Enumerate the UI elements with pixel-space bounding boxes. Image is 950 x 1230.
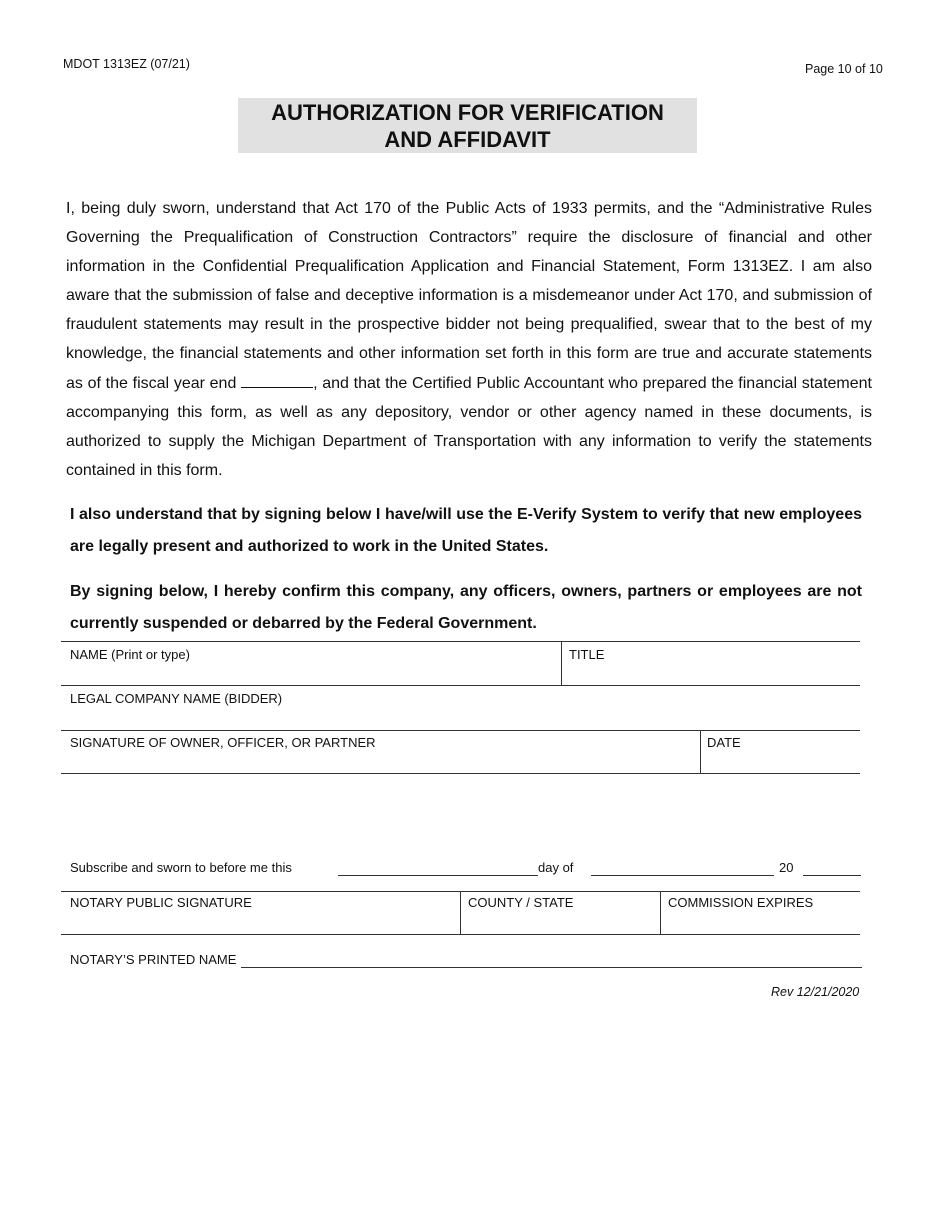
company-name-field[interactable] bbox=[61, 686, 860, 730]
title-line-1: AUTHORIZATION FOR VERIFICATION bbox=[271, 100, 664, 125]
affidavit-text-part2: , and that the Certified Public Accountant who prepared the financial statement accompanying this form, as well as any depository, vendor or other agency named in these documents, is authorized to supply the Michigan Department of Transportation with any information to verify the statements contained in this form. bbox=[66, 374, 872, 479]
sworn-day-blank[interactable] bbox=[338, 875, 538, 876]
everify-statement: I also understand that by signing below I have/will use the E-Verify System to verify that new employees are legally present and authorized to work in the United States. bbox=[70, 506, 862, 555]
title-line-2: AND AFFIDAVIT bbox=[384, 127, 551, 152]
year-prefix-label: 20 bbox=[779, 860, 794, 875]
title-field[interactable] bbox=[562, 642, 860, 685]
form-line bbox=[61, 773, 860, 774]
revision-date: Rev 12/21/2020 bbox=[771, 985, 860, 999]
affidavit-text-part1: I, being duly sworn, understand that Act 170 of the Public Acts of 1933 permits, and the “Administrative Rules Governing the Prequalification of Construction Contractors” require the disclosure of financial and other information in the Confidential Prequalification Application and Financial Statement, Form 1313EZ. I am also aware that the submission of false and deceptive information is a misdemeanor under Act 170, and submission of fraudulent statements may result in the prospective bidder not being prequalified, swear that to the best of my knowledge, the financial statements and other information set forth in this form are true and accurate statements as of the fiscal year end bbox=[66, 200, 872, 392]
form-line bbox=[61, 934, 860, 935]
name-field[interactable] bbox=[61, 642, 560, 685]
notary-printed-name-label: NOTARY’S PRINTED NAME bbox=[70, 952, 237, 967]
commission-expires-label: COMMISSION EXPIRES bbox=[668, 895, 814, 910]
county-state-label: COUNTY / STATE bbox=[468, 895, 574, 910]
title-label: TITLE bbox=[569, 647, 605, 662]
commission-expires-field[interactable] bbox=[661, 892, 860, 934]
page-number: Page 10 of 10 bbox=[805, 62, 883, 76]
page-title bbox=[238, 98, 697, 153]
fiscal-year-end-blank[interactable] bbox=[241, 373, 313, 388]
date-field[interactable] bbox=[701, 731, 860, 773]
name-label: NAME (Print or type) bbox=[70, 647, 190, 662]
date-label: DATE bbox=[707, 735, 741, 750]
signature-field[interactable] bbox=[61, 731, 699, 773]
company-name-label: LEGAL COMPANY NAME (BIDDER) bbox=[70, 691, 283, 706]
notary-printed-name-blank[interactable] bbox=[241, 967, 862, 968]
day-of-label: day of bbox=[538, 860, 574, 875]
notary-signature-field[interactable] bbox=[61, 892, 459, 934]
affidavit-paragraph bbox=[66, 194, 872, 485]
notary-signature-label: NOTARY PUBLIC SIGNATURE bbox=[70, 895, 252, 910]
signature-label: SIGNATURE OF OWNER, OFFICER, OR PARTNER bbox=[70, 735, 376, 750]
sworn-year-blank[interactable] bbox=[803, 875, 861, 876]
debarment-statement: By signing below, I hereby confirm this company, any officers, owners, partners or employees are not currently suspended or debarred by the Federal Government. bbox=[70, 583, 862, 632]
sworn-month-blank[interactable] bbox=[591, 875, 774, 876]
county-state-field[interactable] bbox=[461, 892, 659, 934]
form-id: MDOT 1313EZ (07/21) bbox=[63, 57, 190, 71]
sworn-label: Subscribe and sworn to before me this bbox=[70, 860, 292, 875]
